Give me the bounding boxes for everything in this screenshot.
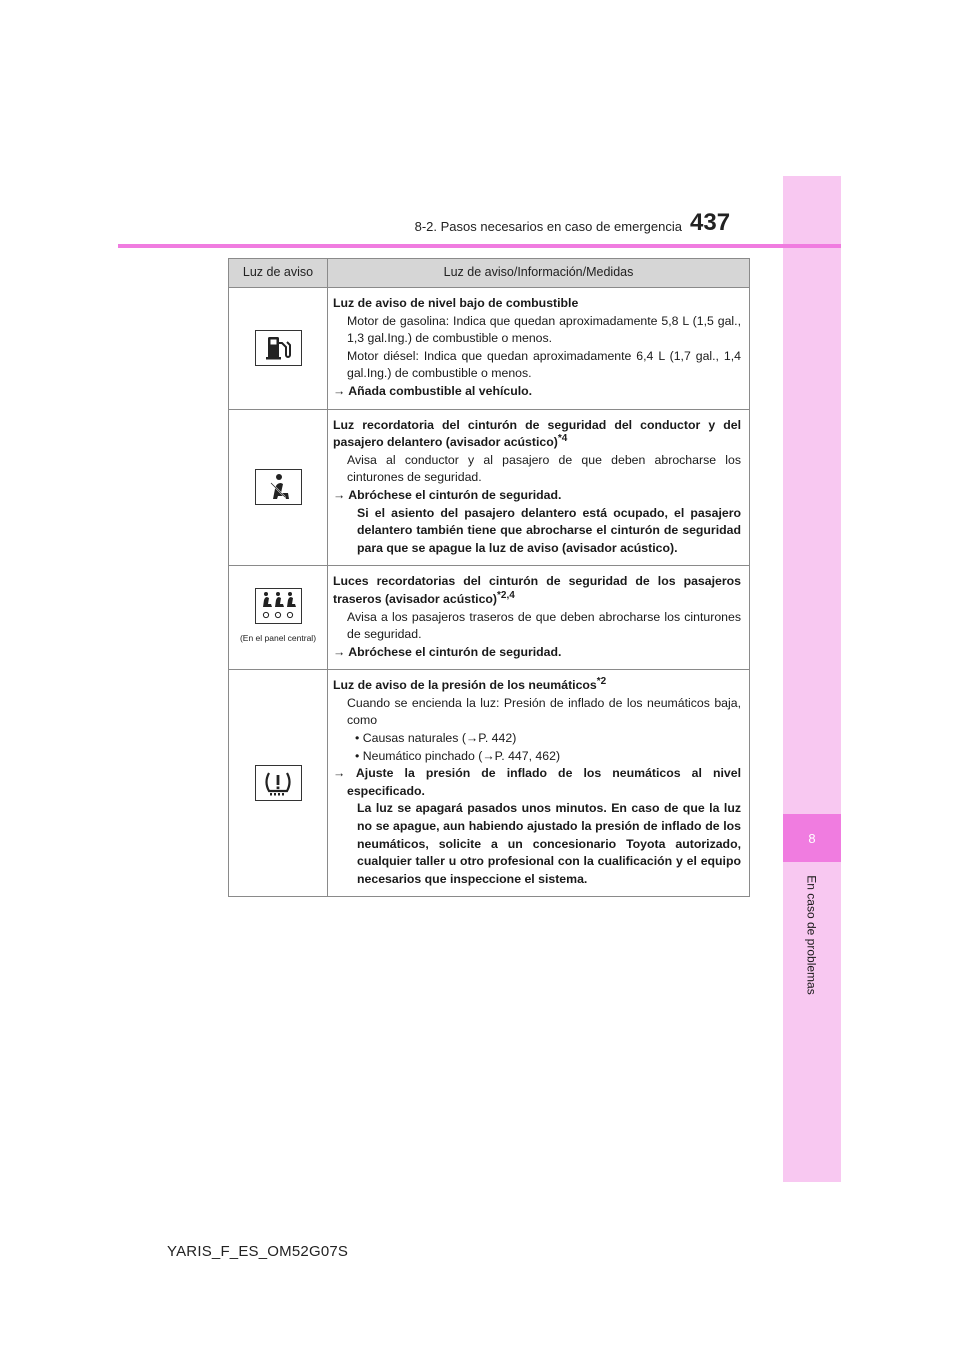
action-text: → Abróchese el cinturón de seguridad.	[333, 644, 562, 659]
chapter-number-tab[interactable]	[783, 814, 841, 862]
info-text: Avisa al conductor y al pasajero de que deben abrocharse los cinturones de seguridad.	[347, 452, 741, 485]
info-text: Motor de gasolina: Indica que quedan aproximadamente 5,8 L (1,5 gal., 1,3 gal.Ing.) de combustible o menos.	[347, 313, 741, 346]
chapter-side-strip	[783, 176, 841, 1182]
warning-title: Luz recordatoria del cinturón de seguridad del conductor y del pasajero delantero (avisador acústico)$^{*4}$	[333, 417, 741, 450]
icon-cell	[229, 409, 328, 566]
tire-pressure-icon	[255, 765, 302, 801]
seatbelt-reminder-icon	[255, 469, 302, 505]
chapter-title: En caso de problemas	[805, 875, 819, 995]
list-item: • Causas naturales (→P. 442)	[355, 731, 517, 746]
info-cell	[328, 670, 750, 897]
icon-location-note: (En el panel central)	[239, 633, 317, 644]
info-text: Avisa a los pasajeros traseros de que deben abrocharse los cinturones de seguridad.	[347, 609, 741, 642]
action-text: → Añada combustible al vehículo.	[333, 383, 533, 398]
table-row	[229, 566, 750, 670]
table-header-row	[229, 259, 750, 288]
table-row	[229, 288, 750, 410]
header-divider	[118, 244, 841, 248]
icon-cell	[229, 670, 328, 897]
list-item: • Neumático pinchado (→P. 447, 462)	[355, 748, 561, 763]
document-code: YARIS_F_ES_OM52G07S	[167, 1243, 349, 1260]
page-number: 437	[690, 209, 731, 236]
icon-cell	[229, 566, 328, 670]
footnote-marker: *2	[596, 676, 607, 688]
column-header-information: Luz de aviso/Información/Medidas	[328, 259, 750, 288]
action-detail-text: Si el asiento del pasajero delantero está ocupado, el pasajero delantero también tiene que abrocharse el cinturón de seguridad para que se apague la luz de aviso (avisador acústico).	[357, 505, 741, 555]
fuel-pump-icon	[255, 330, 302, 366]
chapter-title-tab[interactable]	[783, 870, 841, 1000]
section-title: 8-2. Pasos necesarios en caso de emergencia	[414, 219, 682, 234]
warning-title: Luces recordatorias del cinturón de seguridad de los pasajeros traseros (avisador acústico)$^{*2,4}$	[333, 574, 741, 606]
action-detail-text: La luz se apagará pasados unos minutos. En caso de que la luz no se apague, aun habiendo ajustado la presión de inflado de los neumáticos, solicite a un concesionario Toyota autorizado, cualquier taller u otro profesional con la cualificación y el equipo necesarios que inspeccione el sistema.	[357, 801, 741, 886]
action-text: → Ajuste la presión de inflado de los neumáticos al nivel especificado.	[333, 766, 741, 798]
warning-title: Luz de aviso de la presión de los neumáticos$^{*2}$	[333, 676, 607, 693]
info-cell	[328, 409, 750, 566]
warning-title: Luz de aviso de nivel bajo de combustible	[333, 296, 579, 310]
column-header-warning-light: Luz de aviso	[229, 259, 328, 288]
table-row	[229, 409, 750, 566]
info-cell	[328, 566, 750, 670]
footnote-marker: *4	[557, 433, 568, 445]
action-text: → Abróchese el cinturón de seguridad.	[333, 487, 562, 502]
table-row	[229, 670, 750, 897]
footnote-marker: *2,4	[497, 589, 515, 601]
info-text: Cuando se encienda la luz: Presión de inflado de los neumáticos baja, como	[347, 695, 741, 728]
icon-cell	[229, 288, 328, 410]
warning-lights-table	[228, 258, 750, 897]
chapter-number: 8	[808, 830, 816, 846]
info-cell	[328, 288, 750, 410]
rear-seatbelt-reminder-icon	[255, 588, 302, 624]
info-text: Motor diésel: Indica que quedan aproximadamente 6,4 L (1,7 gal., 1,4 gal.Ing.) de combustible o menos.	[347, 348, 741, 381]
